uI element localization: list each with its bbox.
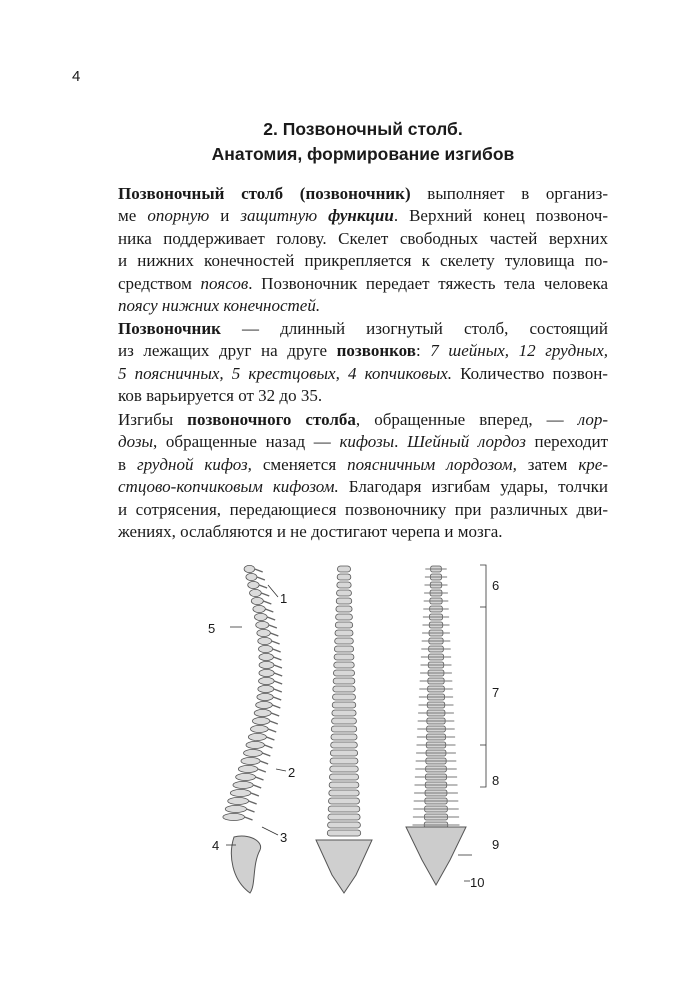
anterior-vertebra <box>333 694 356 700</box>
spinous-process <box>265 609 273 612</box>
text-segment: опорную <box>147 206 210 226</box>
text-line <box>118 521 608 543</box>
spinous-process <box>274 673 282 676</box>
spinous-process <box>273 697 281 700</box>
lateral-vertebra <box>228 797 249 804</box>
text-line <box>118 340 608 362</box>
lateral-vertebra <box>258 645 272 652</box>
text-segment: — длинный изогнутый столб, состоящий <box>220 319 608 338</box>
lateral-vertebra <box>258 637 272 644</box>
lateral-vertebra <box>259 653 274 660</box>
lateral-vertebra <box>246 741 264 748</box>
lateral-vertebra <box>244 565 255 572</box>
spine-illustration <box>190 555 530 905</box>
text-segment: ме <box>118 206 148 226</box>
spinous-process <box>272 705 280 708</box>
anterior-vertebra <box>335 622 352 628</box>
spine-figure <box>190 555 530 905</box>
text-segment: средством <box>118 273 201 293</box>
label-6: 6 <box>492 578 500 593</box>
text-segment: Шейный лордоз <box>407 432 526 452</box>
spinous-process <box>274 665 282 668</box>
anterior-vertebra <box>337 590 352 596</box>
text-segment: поясов <box>200 273 249 293</box>
spinous-process <box>256 777 264 780</box>
lateral-vertebra <box>252 717 269 724</box>
text-segment: сменяется <box>251 454 348 474</box>
spinous-process <box>270 633 278 636</box>
text-segment: из лежащих друг на друге <box>118 341 337 361</box>
label-4: 4 <box>212 838 220 853</box>
anterior-vertebra <box>333 678 355 684</box>
text-segment: переходит <box>525 432 608 452</box>
anterior-vertebra <box>328 814 360 820</box>
anterior-vertebra <box>329 798 360 804</box>
lateral-vertebra <box>250 725 268 732</box>
anterior-vertebra <box>336 614 353 620</box>
anterior-vertebra <box>337 574 351 580</box>
lateral-vertebra <box>259 669 274 676</box>
text-segment: выполняет в организ- <box>410 184 608 203</box>
anterior-vertebra <box>333 670 354 676</box>
lateral-vertebra <box>223 813 245 820</box>
text-segment: стцово-копчиковым кифозом. <box>118 477 339 497</box>
label-3: 3 <box>280 830 288 845</box>
text-line <box>118 250 608 272</box>
lateral-vertebra <box>259 661 274 668</box>
lateral-vertebra <box>256 621 269 628</box>
posterior-sacrum <box>406 827 466 885</box>
text-line <box>118 454 608 476</box>
spinous-process <box>245 817 253 820</box>
spinous-process <box>266 737 274 740</box>
spinous-process <box>267 617 275 620</box>
text-segment: : <box>415 341 431 361</box>
anterior-vertebra <box>331 734 357 740</box>
spinous-process <box>263 601 271 604</box>
anterior-vertebra <box>337 582 351 588</box>
spinous-process <box>255 569 263 572</box>
spinous-process <box>257 577 265 580</box>
spinous-process <box>259 585 267 588</box>
spinous-process <box>274 681 282 684</box>
spinous-process <box>249 801 257 804</box>
lateral-vertebra <box>256 701 273 708</box>
text-segment: в <box>118 454 138 474</box>
spinous-process <box>260 761 268 764</box>
lateral-vertebra <box>258 685 274 692</box>
text-segment: и <box>209 206 241 226</box>
anterior-vertebra <box>328 806 360 812</box>
text-segment: функции <box>328 206 394 226</box>
text-segment: . <box>394 432 408 452</box>
lateral-vertebra <box>248 581 259 588</box>
lateral-vertebra <box>254 613 267 620</box>
text-segment: Позвоночник <box>118 319 221 338</box>
lateral-vertebra <box>257 693 273 700</box>
spinous-process <box>253 785 261 788</box>
text-segment: Позвоночный столб (позвоночник) <box>118 184 411 203</box>
spinous-process <box>258 769 266 772</box>
text-segment: и нижних конечностей прикрепляется к скелету туловища по- <box>118 251 608 271</box>
text-segment: грудной кифоз, <box>137 454 252 474</box>
lateral-vertebra <box>259 677 275 684</box>
anterior-vertebra <box>331 742 358 748</box>
text-segment: позвонков <box>336 341 416 361</box>
text-segment: . Позвоночник передает тяжесть тела человека <box>248 273 608 293</box>
spinous-process <box>247 809 255 812</box>
text-segment <box>317 206 328 225</box>
text-line <box>118 363 608 385</box>
spinous-process <box>262 753 270 756</box>
anterior-vertebra <box>337 566 350 572</box>
text-segment: . Верхний конец позвоноч- <box>393 206 608 226</box>
label-9: 9 <box>492 837 500 852</box>
text-segment: затем <box>516 454 579 474</box>
lateral-vertebra <box>254 709 271 716</box>
spinous-process <box>264 745 272 748</box>
leader-line <box>268 585 278 597</box>
text-segment: кре- <box>578 454 608 474</box>
leader-line <box>262 827 278 835</box>
text-segment: Количество позвон- <box>452 363 608 383</box>
lateral-vertebra <box>248 733 266 740</box>
spinous-process <box>251 793 259 796</box>
anterior-vertebra <box>332 710 356 716</box>
lateral-vertebra <box>238 765 258 772</box>
spinous-process <box>272 641 280 644</box>
text-segment: позвоночного столба <box>187 410 356 429</box>
lateral-vertebra <box>246 573 257 580</box>
text-segment: Изгибы <box>118 410 188 429</box>
lateral-vertebra <box>230 789 251 796</box>
anterior-vertebra <box>329 774 358 780</box>
lateral-vertebra <box>241 757 260 764</box>
anterior-vertebra <box>329 782 359 788</box>
text-segment: поясничным лордозом, <box>347 454 517 474</box>
anterior-vertebra <box>328 822 361 828</box>
text-segment: , обращенные назад — <box>153 432 340 452</box>
text-segment: ника поддерживает голову. Скелет свободных частей верхних <box>118 228 608 248</box>
label-7: 7 <box>492 685 500 700</box>
text-segment: кифозы <box>339 432 395 452</box>
anterior-vertebra <box>327 830 360 836</box>
text-segment: защитную <box>240 206 318 226</box>
anterior-vertebra <box>330 758 358 764</box>
label-2: 2 <box>288 765 296 780</box>
text-segment: , обращенные вперед, — <box>355 410 578 429</box>
spinous-process <box>270 721 278 724</box>
anterior-vertebra <box>335 630 353 636</box>
anterior-vertebra <box>330 750 357 756</box>
anterior-vertebra <box>331 726 356 732</box>
lateral-vertebra <box>233 781 253 788</box>
anterior-vertebra <box>335 638 354 644</box>
text-segment: ков варьируется от 32 до 35. <box>118 386 323 406</box>
lateral-vertebra <box>225 805 246 812</box>
text-segment: 5 поясничных, 5 крестцовых, 4 копчиковых. <box>118 363 452 383</box>
anterior-vertebra <box>332 702 356 708</box>
text-segment: и сотрясения, передающиеся позвоночнику при различных дви- <box>118 499 608 519</box>
section-title-line1: 2. Позвоночный столб. <box>263 119 463 139</box>
lateral-vertebra <box>236 773 256 780</box>
anterior-vertebra <box>334 654 354 660</box>
text-line <box>118 431 608 453</box>
anterior-vertebra <box>336 598 352 604</box>
text-segment: жениях, ослабляются и не достигают черепа и мозга. <box>118 522 503 541</box>
anterior-vertebra <box>334 662 354 668</box>
text-line <box>118 409 608 431</box>
text-segment: лор- <box>577 410 608 429</box>
text-line <box>118 476 608 498</box>
spinous-process <box>273 649 281 652</box>
label-5: 5 <box>208 621 216 636</box>
anterior-vertebra <box>329 790 359 796</box>
spinous-process <box>269 625 277 628</box>
lateral-sacrum <box>231 836 260 893</box>
text-line <box>118 273 608 295</box>
spinous-process <box>271 713 279 716</box>
text-line <box>118 228 608 250</box>
text-line <box>118 318 608 340</box>
region-bracket <box>480 565 486 787</box>
anterior-vertebra <box>336 606 352 612</box>
text-line <box>118 499 608 521</box>
text-segment: поясу нижних конечностей. <box>118 296 321 315</box>
lateral-vertebra <box>251 597 263 604</box>
text-segment: Благодаря изгибам удары, толчки <box>338 477 608 497</box>
lateral-vertebra <box>253 605 265 612</box>
spinous-process <box>273 657 281 660</box>
page-number: 4 <box>72 68 81 85</box>
text-line <box>118 183 608 205</box>
text-line <box>118 385 608 407</box>
lateral-vertebra <box>257 629 270 636</box>
anterior-sacrum <box>316 840 372 893</box>
anterior-vertebra <box>334 646 353 652</box>
text-segment: 7 шейных, 12 грудных, <box>430 341 608 361</box>
text-line <box>118 205 608 227</box>
spinous-process <box>261 593 269 596</box>
spinous-process <box>268 729 276 732</box>
spinous-process <box>274 689 282 692</box>
text-segment: дозы <box>118 432 154 452</box>
anterior-vertebra <box>333 686 355 692</box>
anterior-vertebra <box>330 766 359 772</box>
text-line <box>118 295 608 317</box>
section-title-line2: Анатомия, формирование изгибов <box>211 144 515 164</box>
label-10: 10 <box>470 875 485 890</box>
lateral-vertebra <box>244 749 263 756</box>
anterior-vertebra <box>332 718 357 724</box>
lateral-vertebra <box>250 589 262 596</box>
label-8: 8 <box>492 773 500 788</box>
leader-line <box>276 769 286 771</box>
label-1: 1 <box>280 591 288 606</box>
